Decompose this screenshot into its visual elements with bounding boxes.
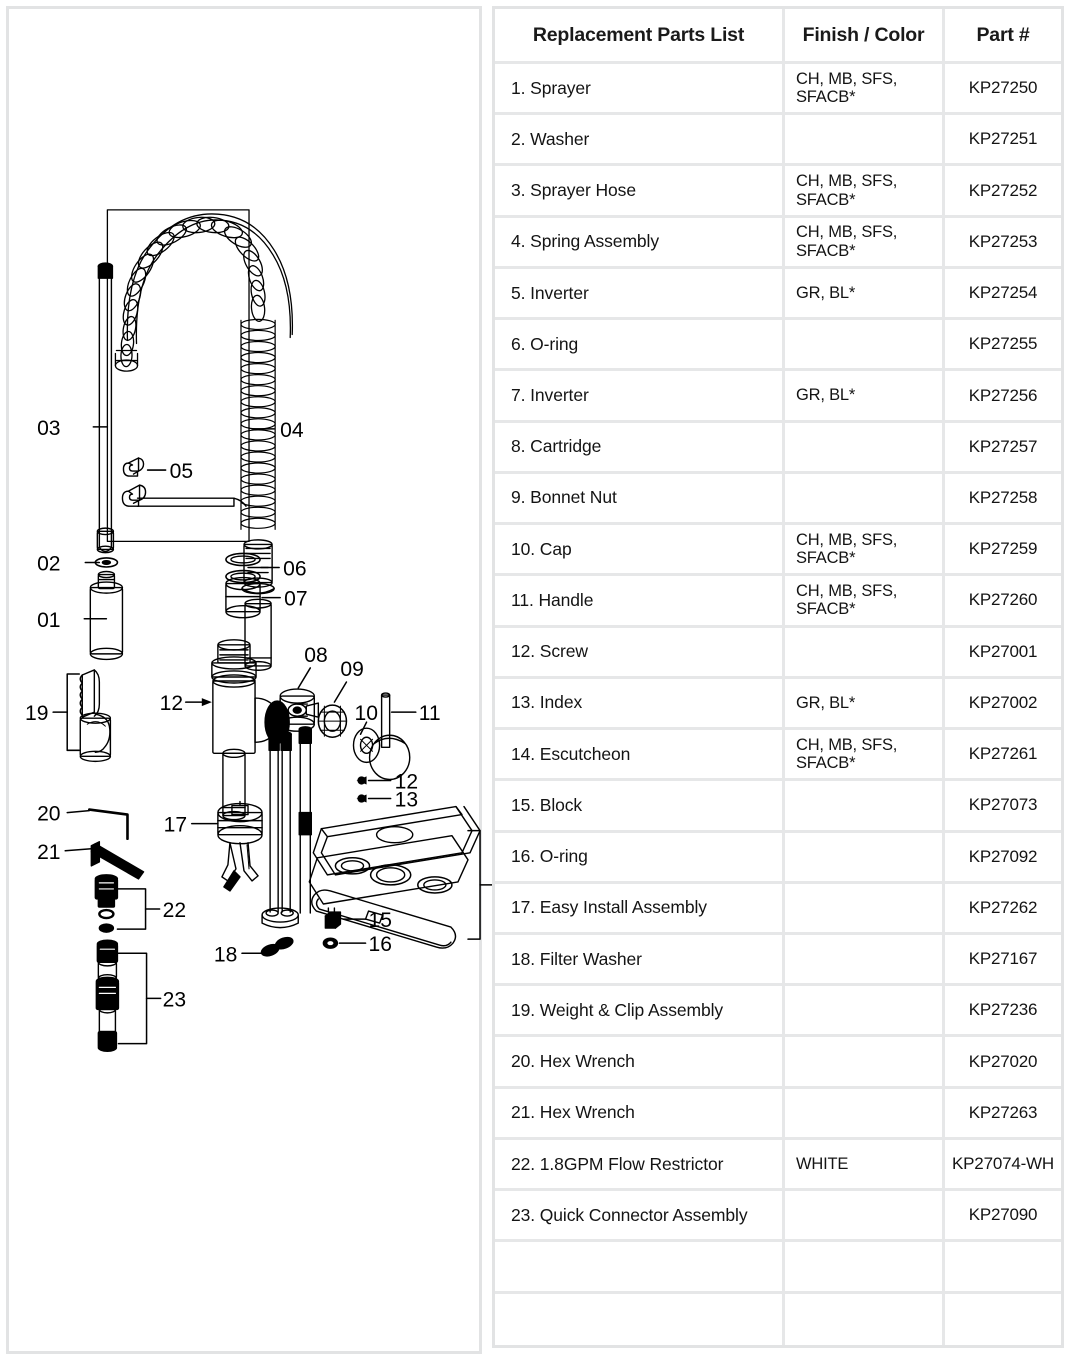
header-part-number: Part #: [945, 9, 1061, 64]
callout-02: 02: [37, 552, 61, 576]
cell-finish-color: CH, MB, SFS, SFACB*: [785, 576, 945, 627]
hex-wrench-20: [89, 810, 127, 839]
cell-part-name: 18. Filter Washer: [495, 935, 785, 986]
cell-part-name: 4. Spring Assembly: [495, 218, 785, 269]
cell-finish-color: CH, MB, SFS, SFACB*: [785, 166, 945, 217]
cell-part-number: KP27251: [945, 115, 1061, 166]
cell-part-number: KP27250: [945, 64, 1061, 115]
cell-finish-color: [785, 115, 945, 166]
cell-part-name: 5. Inverter: [495, 269, 785, 320]
callout-23: 23: [162, 988, 187, 1012]
table-row: [495, 1191, 1061, 1242]
cell-part-name: 17. Easy Install Assembly: [495, 884, 785, 935]
callout-07: 07: [284, 587, 308, 611]
callout-01: 01: [37, 608, 61, 632]
replacement-parts-table: [495, 9, 1061, 1345]
table-row: [495, 628, 1061, 679]
cell-part-name: 6. O-ring: [495, 320, 785, 371]
cell-part-number: KP27252: [945, 166, 1061, 217]
cell-finish-color: [785, 1037, 945, 1088]
sprayer-hose-tube: [97, 263, 113, 552]
cell-finish-color: [785, 1242, 945, 1293]
cell-part-number: KP27256: [945, 371, 1061, 422]
cell-part-name: 3. Sprayer Hose: [495, 166, 785, 217]
table-row: [495, 371, 1061, 422]
cell-part-name: 9. Bonnet Nut: [495, 474, 785, 525]
callout-17: 17: [163, 813, 188, 837]
inverter-nozzle-group: [242, 540, 274, 670]
cell-part-number: KP27074-WH: [945, 1140, 1061, 1191]
cell-part-name: 11. Handle: [495, 576, 785, 627]
cell-part-number: KP27263: [945, 1089, 1061, 1140]
cell-part-name: 15. Block: [495, 781, 785, 832]
table-row: [495, 166, 1061, 217]
cell-part-number: KP27255: [945, 320, 1061, 371]
table-row: [495, 474, 1061, 525]
cell-finish-color: [785, 1191, 945, 1242]
supply-tubes: [262, 727, 311, 928]
cell-finish-color: [785, 986, 945, 1037]
callout-12-right: 12: [394, 770, 419, 794]
table-row: [495, 935, 1061, 986]
exploded-diagram: [9, 9, 479, 1351]
cell-finish-color: CH, MB, SFS, SFACB*: [785, 525, 945, 576]
header-parts-list: Replacement Parts List: [495, 9, 785, 64]
table-header-row: [495, 9, 1061, 64]
cell-finish-color: [785, 1294, 945, 1345]
table-row: [495, 115, 1061, 166]
table-row: [495, 525, 1061, 576]
cell-part-number: KP27167: [945, 935, 1061, 986]
cell-finish-color: [785, 320, 945, 371]
table-row: [495, 320, 1061, 371]
cell-finish-color: CH, MB, SFS, SFACB*: [785, 64, 945, 115]
table-row: [495, 64, 1061, 115]
table-row: [495, 1089, 1061, 1140]
callout-05: 05: [169, 460, 194, 484]
callout-20: 20: [37, 802, 61, 826]
cell-part-name: 13. Index: [495, 679, 785, 730]
quick-connector-23: [96, 940, 118, 1051]
table-row: [495, 423, 1061, 474]
cell-part-name: 21. Hex Wrench: [495, 1089, 785, 1140]
replacement-parts-table-panel: [492, 6, 1064, 1348]
cell-finish-color: [785, 423, 945, 474]
coiled-spring-arch: [115, 214, 292, 371]
table-row: [495, 576, 1061, 627]
cell-part-name: 16. O-ring: [495, 833, 785, 884]
spring-coil-stack: [241, 319, 275, 529]
callout-15: 15: [368, 909, 393, 933]
table-row: [495, 781, 1061, 832]
cell-finish-color: [785, 833, 945, 884]
filter-washer-18: [260, 935, 294, 958]
table-row: [495, 986, 1061, 1037]
table-row: [495, 833, 1061, 884]
callout-18: 18: [213, 943, 238, 967]
cell-part-number: KP27092: [945, 833, 1061, 884]
cell-part-number: KP27253: [945, 218, 1061, 269]
cell-part-number: KP27002: [945, 679, 1061, 730]
cell-part-number: KP27262: [945, 884, 1061, 935]
table-row: [495, 884, 1061, 935]
callout-19: 19: [25, 702, 49, 726]
cap-10: [353, 728, 379, 762]
table-row: [495, 1140, 1061, 1191]
cell-part-name: 22. 1.8GPM Flow Restrictor: [495, 1140, 785, 1191]
cell-finish-color: CH, MB, SFS, SFACB*: [785, 730, 945, 781]
flow-restrictor-22: [95, 875, 117, 932]
cell-part-name: 1. Sprayer: [495, 64, 785, 115]
cell-part-name: [495, 1294, 785, 1345]
table-row: [495, 1242, 1061, 1293]
callout-22: 22: [162, 899, 187, 923]
callout-21: 21: [37, 840, 61, 864]
cell-part-number: KP27236: [945, 986, 1061, 1037]
cell-part-number: KP27001: [945, 628, 1061, 679]
cell-part-number: KP27258: [945, 474, 1061, 525]
callout-03: 03: [37, 416, 61, 440]
cell-part-number: KP27073: [945, 781, 1061, 832]
cell-finish-color: GR, BL*: [785, 269, 945, 320]
cell-part-number: KP27090: [945, 1191, 1061, 1242]
table-row: [495, 679, 1061, 730]
header-finish-color: Finish / Color: [785, 9, 945, 64]
callout-06: 06: [283, 557, 307, 581]
table-row: [495, 269, 1061, 320]
callout-11: 11: [418, 702, 441, 726]
callout-13: 13: [394, 788, 419, 812]
cell-part-name: 7. Inverter: [495, 371, 785, 422]
cell-finish-color: WHITE: [785, 1140, 945, 1191]
cell-finish-color: [785, 474, 945, 525]
table-row: [495, 1294, 1061, 1345]
inverter-cup-07: [226, 578, 260, 618]
cell-finish-color: GR, BL*: [785, 679, 945, 730]
callout-09: 09: [340, 657, 364, 681]
callout-16: 16: [368, 933, 393, 957]
cell-part-name: [495, 1242, 785, 1293]
cell-part-name: 8. Cartridge: [495, 423, 785, 474]
cell-part-number: KP27020: [945, 1037, 1061, 1088]
cell-part-name: 23. Quick Connector Assembly: [495, 1191, 785, 1242]
weight-clip-19: [80, 670, 110, 761]
cell-part-name: 20. Hex Wrench: [495, 1037, 785, 1088]
cell-finish-color: [785, 781, 945, 832]
cell-finish-color: [785, 628, 945, 679]
cell-part-name: 12. Screw: [495, 628, 785, 679]
cell-part-name: 14. Escutcheon: [495, 730, 785, 781]
cell-finish-color: CH, MB, SFS, SFACB*: [785, 218, 945, 269]
cell-part-number: [945, 1294, 1061, 1345]
table-row: [495, 1037, 1061, 1088]
cell-part-number: KP27260: [945, 576, 1061, 627]
hex-wrench-21: [91, 842, 143, 879]
cell-part-number: KP27254: [945, 269, 1061, 320]
cell-finish-color: [785, 935, 945, 986]
table-row: [495, 218, 1061, 269]
cell-part-name: 2. Washer: [495, 115, 785, 166]
cell-part-number: KP27257: [945, 423, 1061, 474]
exploded-diagram-panel: [6, 6, 482, 1354]
cell-finish-color: [785, 1089, 945, 1140]
sprayer-body-01: [90, 572, 122, 660]
o-ring-16: [323, 938, 337, 948]
cell-part-name: 19. Weight & Clip Assembly: [495, 986, 785, 1037]
cell-part-number: KP27259: [945, 525, 1061, 576]
callout-04: 04: [280, 418, 304, 442]
cell-finish-color: [785, 884, 945, 935]
callout-12-left: 12: [159, 692, 184, 716]
cell-finish-color: GR, BL*: [785, 371, 945, 422]
cell-part-number: KP27261: [945, 730, 1061, 781]
cell-part-name: 10. Cap: [495, 525, 785, 576]
cell-part-number: [945, 1242, 1061, 1293]
table-row: [495, 730, 1061, 781]
callout-08: 08: [304, 643, 328, 667]
callout-10: 10: [354, 702, 378, 726]
bonnet-nut-09: [318, 705, 346, 737]
